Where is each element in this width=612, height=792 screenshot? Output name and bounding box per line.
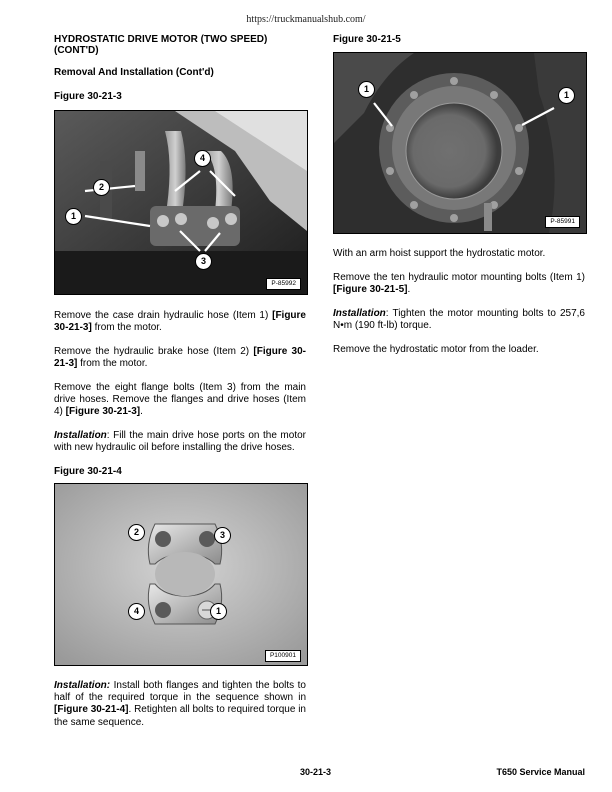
figure-3-callout-2: 2 (93, 179, 110, 196)
paragraph-text: Remove the hydraulic brake hose (Item 2) (54, 346, 254, 357)
figure-4-callout-4: 4 (128, 603, 145, 620)
figure-3-drawing (55, 111, 307, 294)
installation-label: Installation (333, 308, 386, 319)
figure-4-callout-2: 2 (128, 524, 145, 541)
paragraph-text: Install both flanges and tighten the bolts to half of the required torque in the sequence shown in (54, 680, 306, 704)
figure-reference: [Figure 30-21-3] (65, 406, 141, 418)
paragraph-text: Remove the eight flange bolts (Item 3) from the main drive hoses. Remove the flanges and drive hoses (Item 4) (54, 382, 306, 418)
paragraph-text: : Tighten the motor mounting bolts to 257,6 N•m (190 ft-lb) torque. (333, 308, 585, 332)
figure-5-photo (333, 52, 587, 234)
figure-reference: [Figure 30-21-3] (54, 346, 306, 370)
figure-3-callout-1: 1 (65, 208, 82, 225)
figure-5-label: Figure 30-21-5 (333, 34, 401, 45)
page-number: 30-21-3 (300, 767, 332, 777)
figure-5-callout-1-right: 1 (558, 87, 575, 104)
paragraph-installation-flanges (54, 680, 306, 729)
figure-4-photo (54, 483, 308, 666)
figure-4-drawing (55, 484, 307, 665)
paragraph-remove-case-drain (54, 310, 306, 334)
figure-4-label: Figure 30-21-4 (54, 466, 122, 477)
paragraph-remove-flange-bolts (54, 382, 306, 419)
figure-5-code: P-85991 (545, 216, 580, 228)
paragraph-text: : Fill the main drive hose ports on the motor with new hydraulic oil before installing the drive hoses. (54, 430, 306, 454)
paragraph-text: Remove the case drain hydraulic hose (Item 1) (54, 310, 273, 321)
manual-title: T650 Service Manual (496, 767, 585, 777)
figure-reference: [Figure 30-21-5] (333, 284, 408, 296)
source-url[interactable]: https://truckmanualshub.com/ (246, 14, 366, 25)
installation-label: Installation: (54, 680, 111, 691)
paragraph-remove-mounting-bolts (333, 272, 585, 296)
paragraph-tail: from the motor. (91, 322, 162, 334)
paragraph-installation-torque (333, 308, 585, 332)
section-subheading: Removal And Installation (Cont'd) (54, 67, 214, 78)
figure-4-code: P100901 (265, 650, 301, 662)
figure-3-callout-3: 3 (195, 253, 212, 270)
installation-label: Installation (54, 430, 107, 441)
paragraph-remove-brake-hose (54, 346, 306, 370)
section-heading: HYDROSTATIC DRIVE MOTOR (TWO SPEED) (CONT'D) (54, 34, 268, 56)
paragraph-installation-fill (54, 430, 306, 454)
figure-3-photo (54, 110, 308, 295)
figure-3-code: P-85992 (266, 278, 301, 290)
paragraph-tail: . (140, 406, 143, 418)
figure-reference: [Figure 30-21-3] (54, 310, 306, 334)
figure-5-callout-1-left: 1 (358, 81, 375, 98)
figure-5-drawing (334, 53, 586, 233)
paragraph-tail: from the motor. (77, 358, 148, 370)
paragraph-arm-hoist: With an arm hoist support the hydrostatic motor. (333, 248, 546, 259)
figure-3-label: Figure 30-21-3 (54, 91, 122, 102)
figure-4-callout-1: 1 (210, 603, 227, 620)
paragraph-text: Remove the ten hydraulic motor mounting bolts (Item 1) (333, 272, 585, 283)
figure-3-callout-4: 4 (194, 150, 211, 167)
paragraph-tail: . Retighten all bolts to required torque in the same sequence. (54, 704, 306, 728)
figure-reference: [Figure 30-21-4] (54, 704, 129, 716)
figure-4-callout-3: 3 (214, 527, 231, 544)
paragraph-remove-motor: Remove the hydrostatic motor from the loader. (333, 344, 539, 355)
paragraph-tail: . (407, 284, 411, 296)
